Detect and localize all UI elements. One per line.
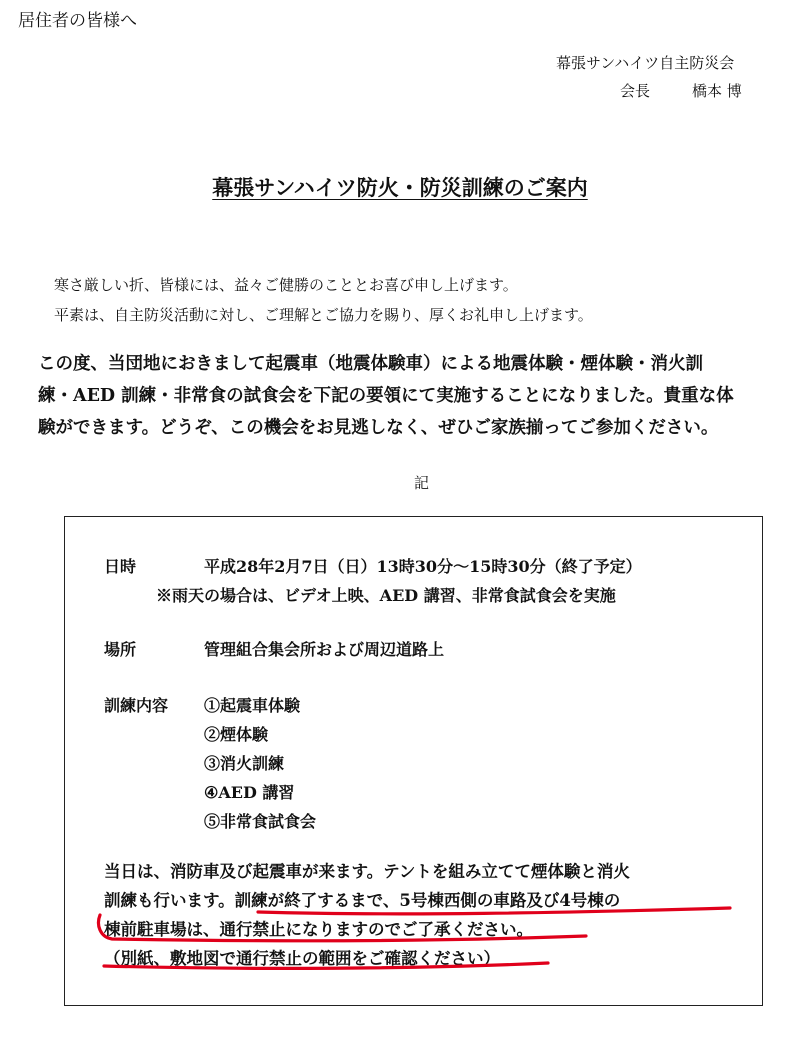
chairman-name: 橋本 博 [692,82,742,100]
content-item: ⑤非常食試食会 [204,812,317,831]
document-title-text: 幕張サンハイツ防火・防災訓練のご案内 [212,175,588,200]
content-item: ①起震車体験 [204,696,301,715]
note-line-3: 棟前駐車場は、通行禁止になりますのでご了承ください。 [104,920,533,939]
ki-label: 記 [414,474,430,492]
content-label: 訓練内容 [104,696,169,715]
place-label: 場所 [104,640,137,659]
content-item: ②煙体験 [204,725,269,744]
note-line-2: 訓練も行います。訓練が終了するまで、5号棟西側の車路及び4号棟の [104,891,621,910]
note-line-4: （別紙、敷地図で通行禁止の範囲をご確認ください） [104,949,500,968]
date-label: 日時 [104,557,137,576]
rain-note: ※雨天の場合は、ビデオ上映、AED 講習、非常食試食会を実施 [156,586,616,605]
body-line-3: 験ができます。どうぞ、この機会をお見逃しなく、ぜひご家族揃ってご参加ください。 [38,418,719,438]
document-title [0,172,800,202]
note-line-1: 当日は、消防車及び起震車が来ます。テントを組み立てて煙体験と消火 [104,862,630,881]
content-item: ④AED 講習 [204,783,295,802]
body-line-2: 練・AED 訓練・非常食の試食会を下記の要領にて実施することになりました。貴重な体 [38,386,734,406]
chairman-line [620,80,742,101]
addressee: 居住者の皆様へ [18,11,137,31]
body-line-1: この度、当団地におきまして起震車（地震体験車）による地震体験・煙体験・消火訓 [38,354,703,374]
date-value: 平成28年2月7日（日）13時30分～15時30分（終了予定） [204,557,642,576]
place-value: 管理組合集会所および周辺道路上 [204,640,445,659]
organization-name: 幕張サンハイツ自主防災会 [556,54,735,72]
chairman-title: 会長 [620,82,651,100]
greeting-line-1: 寒さ厳しい折、皆様には、益々ご健勝のこととお喜び申し上げます。 [54,276,518,294]
greeting-line-2: 平素は、自主防災活動に対し、ご理解とご協力を賜り、厚くお礼申し上げます。 [54,306,593,324]
content-item: ③消火訓練 [204,754,285,773]
